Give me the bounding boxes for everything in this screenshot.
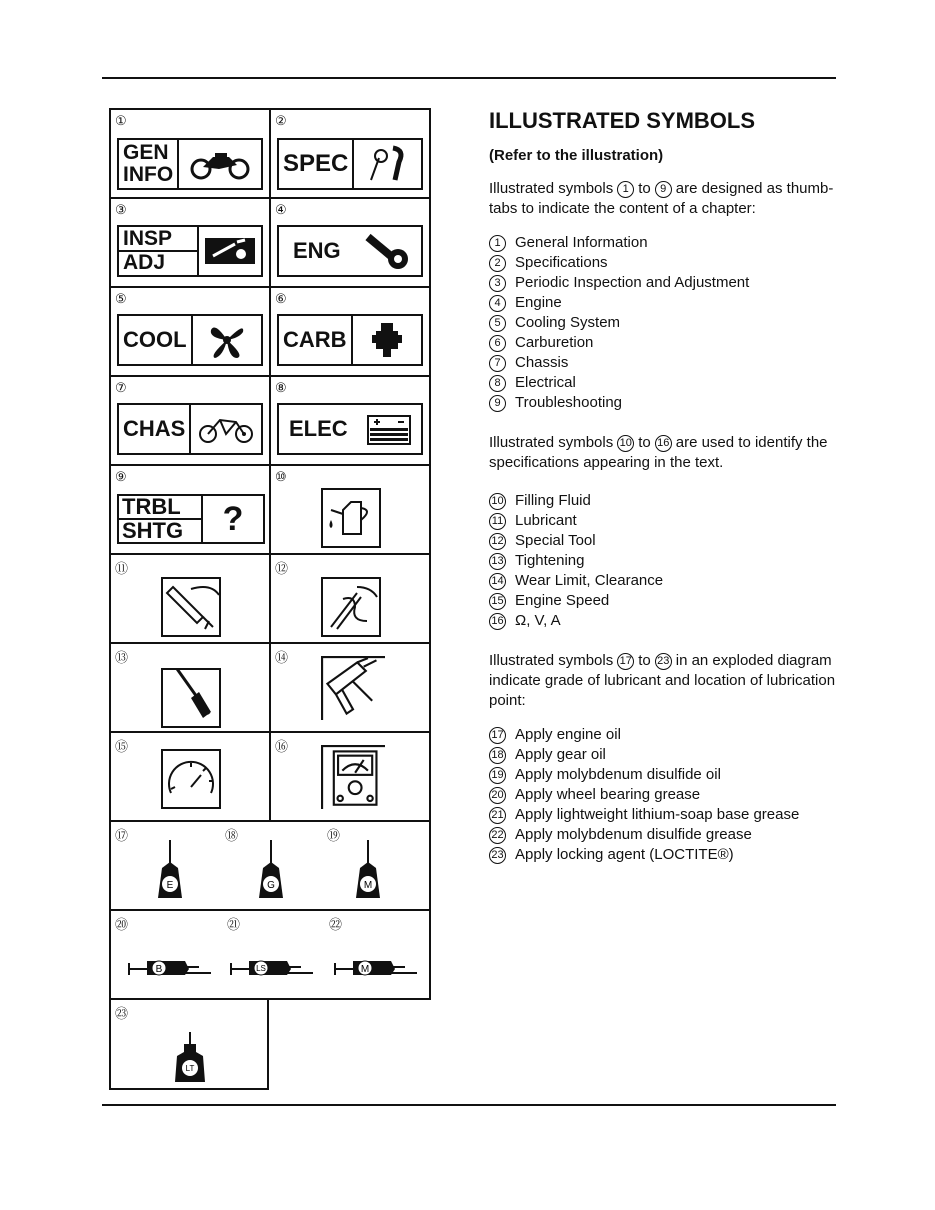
symbol-number: ⑥ [275,291,287,306]
symbol-number: ㉒ [329,917,343,932]
list-item [489,825,839,845]
bottom-rule [102,1104,836,1106]
list-item-label: Special Tool [515,532,596,549]
moly-oil-bottle-icon [354,838,382,902]
circled-number: 18 [489,747,506,764]
symbol-number: ⑧ [275,380,287,395]
circled-number: 6 [489,335,506,352]
circled-number: 17 [489,727,506,744]
symbol-number: ⑩ [275,469,287,484]
grease-gun-b-icon [125,955,215,979]
chassis-frame-icon [196,412,256,446]
top-rule [102,77,836,79]
circled-number: 22 [489,827,506,844]
tab-label: INFO [123,163,174,186]
inspection-wrench-icon [201,234,259,268]
list-item [489,293,839,313]
torque-wrench-icon [161,668,221,728]
list-item [489,531,839,551]
list-item [489,745,839,765]
locking-agent-bottle-icon [173,1030,207,1086]
list-item-label: Apply lightweight lithium-soap base grease [515,806,800,823]
symbol-cell-9 [111,466,271,553]
symbol-number: ㉑ [227,917,241,932]
insp-adj-tab [117,225,263,277]
filling-fluid-icon [321,488,381,548]
battery-icon [366,412,412,446]
lubricant-grease-gun-icon [161,577,221,637]
list-item-label: Engine Speed [515,592,610,609]
trbl-shtg-tab [117,494,265,544]
intro-paragraph-2: Illustrated symbols 10 to 16 are used to identify the specifications appearing in the text. [489,434,828,471]
illustrated-symbols-section [489,108,839,865]
symbol-number: ② [275,113,287,128]
tachometer-icon [161,749,221,809]
oil-letter: E [166,880,174,891]
caliper-icon [321,656,385,720]
list-item [489,591,839,611]
symbol-number: ⑲ [327,828,341,843]
list-item-label: Chassis [515,354,569,371]
engine-piston-icon [362,231,414,271]
list-item [489,611,839,631]
grease-letter: LS [256,964,266,973]
circled-number: 5 [489,315,506,332]
list-item-label: Periodic Inspection and Adjustment [515,274,750,291]
symbol-cell-11 [111,555,271,642]
list-item-label: Apply locking agent (LOCTITE®) [515,846,734,863]
circled-number: 11 [489,513,506,530]
circled-number: 7 [489,355,506,372]
list-item-label: General Information [515,234,648,251]
symbol-cell-4 [271,199,431,286]
symbol-cell-14 [271,644,431,731]
list-item [489,551,839,571]
tab-label: SPEC [283,150,349,177]
fan-icon [207,320,247,360]
symbol-number: ④ [275,202,287,217]
spec-tab [277,138,423,190]
tab-label: ENG [293,238,341,263]
symbol-grid [109,108,431,1090]
symbol-cell-10 [271,466,431,553]
circled-number: 21 [489,807,506,824]
symbol-cell-23 [109,1000,269,1090]
carburetor-icon [370,321,404,359]
tab-label: GEN [123,141,169,164]
lubricant-symbol-list [489,725,839,865]
question-mark-icon: ? [222,499,244,538]
tab-label: ELEC [289,416,348,441]
tab-label: CHAS [123,416,186,441]
list-item-label: Lubricant [515,512,577,529]
spec-symbol-list [489,491,839,631]
circled-number: 12 [489,533,506,550]
symbol-cell-2 [271,110,431,197]
list-item [489,845,839,865]
list-item [489,725,839,745]
symbol-number: ⑦ [115,380,127,395]
circled-number: 20 [489,787,506,804]
list-item-label: Apply molybdenum disulfide grease [515,826,752,843]
list-item [489,333,839,353]
circled-number: 14 [489,573,506,590]
gear-oil-bottle-icon [257,838,285,902]
list-item [489,511,839,531]
symbol-cell-13 [111,644,271,731]
symbol-number: ⑪ [115,561,129,576]
list-item-label: Engine [515,294,562,311]
symbol-cell-5 [111,288,271,375]
circled-number: 16 [655,435,672,452]
list-item [489,353,839,373]
motorcycle-icon [189,147,251,181]
list-item [489,393,839,413]
symbol-number: ⑳ [115,917,129,932]
list-item [489,805,839,825]
symbol-number: ⑬ [115,650,129,665]
symbol-number: ⑭ [275,650,289,665]
list-item [489,785,839,805]
symbol-cell-6 [271,288,431,375]
symbol-number: ⑮ [115,739,129,754]
elec-tab [277,403,423,455]
symbol-cell-12 [271,555,431,642]
symbol-number: ㉓ [115,1006,129,1021]
list-item-label: Electrical [515,374,576,391]
tab-label: ADJ [123,251,166,274]
circled-number: 8 [489,375,506,392]
tab-label: CARB [283,327,347,352]
circled-number: 2 [489,255,506,272]
circled-number: 3 [489,275,506,292]
oil-bottle-icon [156,838,184,902]
list-item-label: Carburetion [515,334,594,351]
grease-gun-m-icon [331,955,421,979]
grease-gun-ls-icon [227,955,317,979]
page-title: ILLUSTRATED SYMBOLS [489,108,756,133]
symbol-number: ③ [115,202,127,217]
symbol-cell-3 [111,199,271,286]
intro-paragraph-1: Illustrated symbols 1 to 9 are designed as thumb-tabs to indicate the content of a chapter: [489,180,834,217]
symbol-number: ⑯ [275,739,289,754]
oil-letter: M [363,880,373,891]
symbol-cell-17-19 [111,822,431,909]
symbol-cell-1 [111,110,271,197]
list-item-label: Apply wheel bearing grease [515,786,701,803]
symbol-cell-8 [271,377,431,464]
list-item-label: Specifications [515,254,608,271]
circled-number: 23 [655,653,672,670]
list-item-label: Filling Fluid [515,492,591,509]
circled-number: 17 [617,653,634,670]
list-item [489,571,839,591]
list-item-label: Troubleshooting [515,394,623,411]
circled-number: 1 [617,181,634,198]
list-item-label: Tightening [515,552,585,569]
tab-label: TRBL [119,496,201,520]
list-item [489,273,839,293]
circled-number: 9 [489,395,506,412]
chapter-list [489,233,839,413]
symbol-cell-16 [271,733,431,820]
list-item [489,253,839,273]
tab-label: COOL [123,327,187,352]
list-item [489,491,839,511]
symbol-cell-15 [111,733,271,820]
grease-letter: B [155,964,163,975]
symbol-number: ⑰ [115,828,129,843]
grease-letter: M [360,964,370,975]
circled-number: 15 [489,593,506,610]
list-item [489,765,839,785]
list-item-label: Wear Limit, Clearance [515,572,664,589]
list-item-label: Apply molybdenum disulfide oil [515,766,721,783]
cool-tab [117,314,263,366]
symbol-number: ⑤ [115,291,127,306]
circled-number: 10 [617,435,634,452]
specifications-icon [365,144,411,184]
list-item-label: Ω, V, A [515,612,561,629]
circled-number: 1 [489,235,506,252]
symbol-number: ⑫ [275,561,289,576]
multimeter-icon [321,745,385,809]
circled-number: 19 [489,767,506,784]
tab-label: INSP [119,228,197,252]
symbol-number: ⑱ [225,828,239,843]
eng-tab [277,225,423,277]
circled-number: 16 [489,613,506,630]
intro-paragraph-3: Illustrated symbols 17 to 23 in an exploded diagram indicate grade of lubricant and location of lubrication point: [489,652,836,709]
symbol-number: ⑨ [115,469,127,484]
gen-info-tab [117,138,263,190]
list-item [489,233,839,253]
list-item [489,373,839,393]
symbol-cell-7 [111,377,271,464]
circled-number: 13 [489,553,506,570]
oil-letter: G [267,880,275,891]
list-item [489,313,839,333]
chas-tab [117,403,263,455]
circled-number: 9 [655,181,672,198]
locking-letter: LT [185,1064,195,1073]
circled-number: 10 [489,493,506,510]
list-item-label: Apply engine oil [515,726,621,743]
carb-tab [277,314,423,366]
symbol-number: ① [115,113,127,128]
list-item-label: Apply gear oil [515,746,606,763]
special-tool-icon [321,577,381,637]
refer-note: (Refer to the illustration) [489,147,664,164]
symbol-cell-20-22 [111,911,431,998]
tab-label: SHTG [122,518,184,543]
circled-number: 23 [489,847,506,864]
list-item-label: Cooling System [515,314,621,331]
circled-number: 4 [489,295,506,312]
